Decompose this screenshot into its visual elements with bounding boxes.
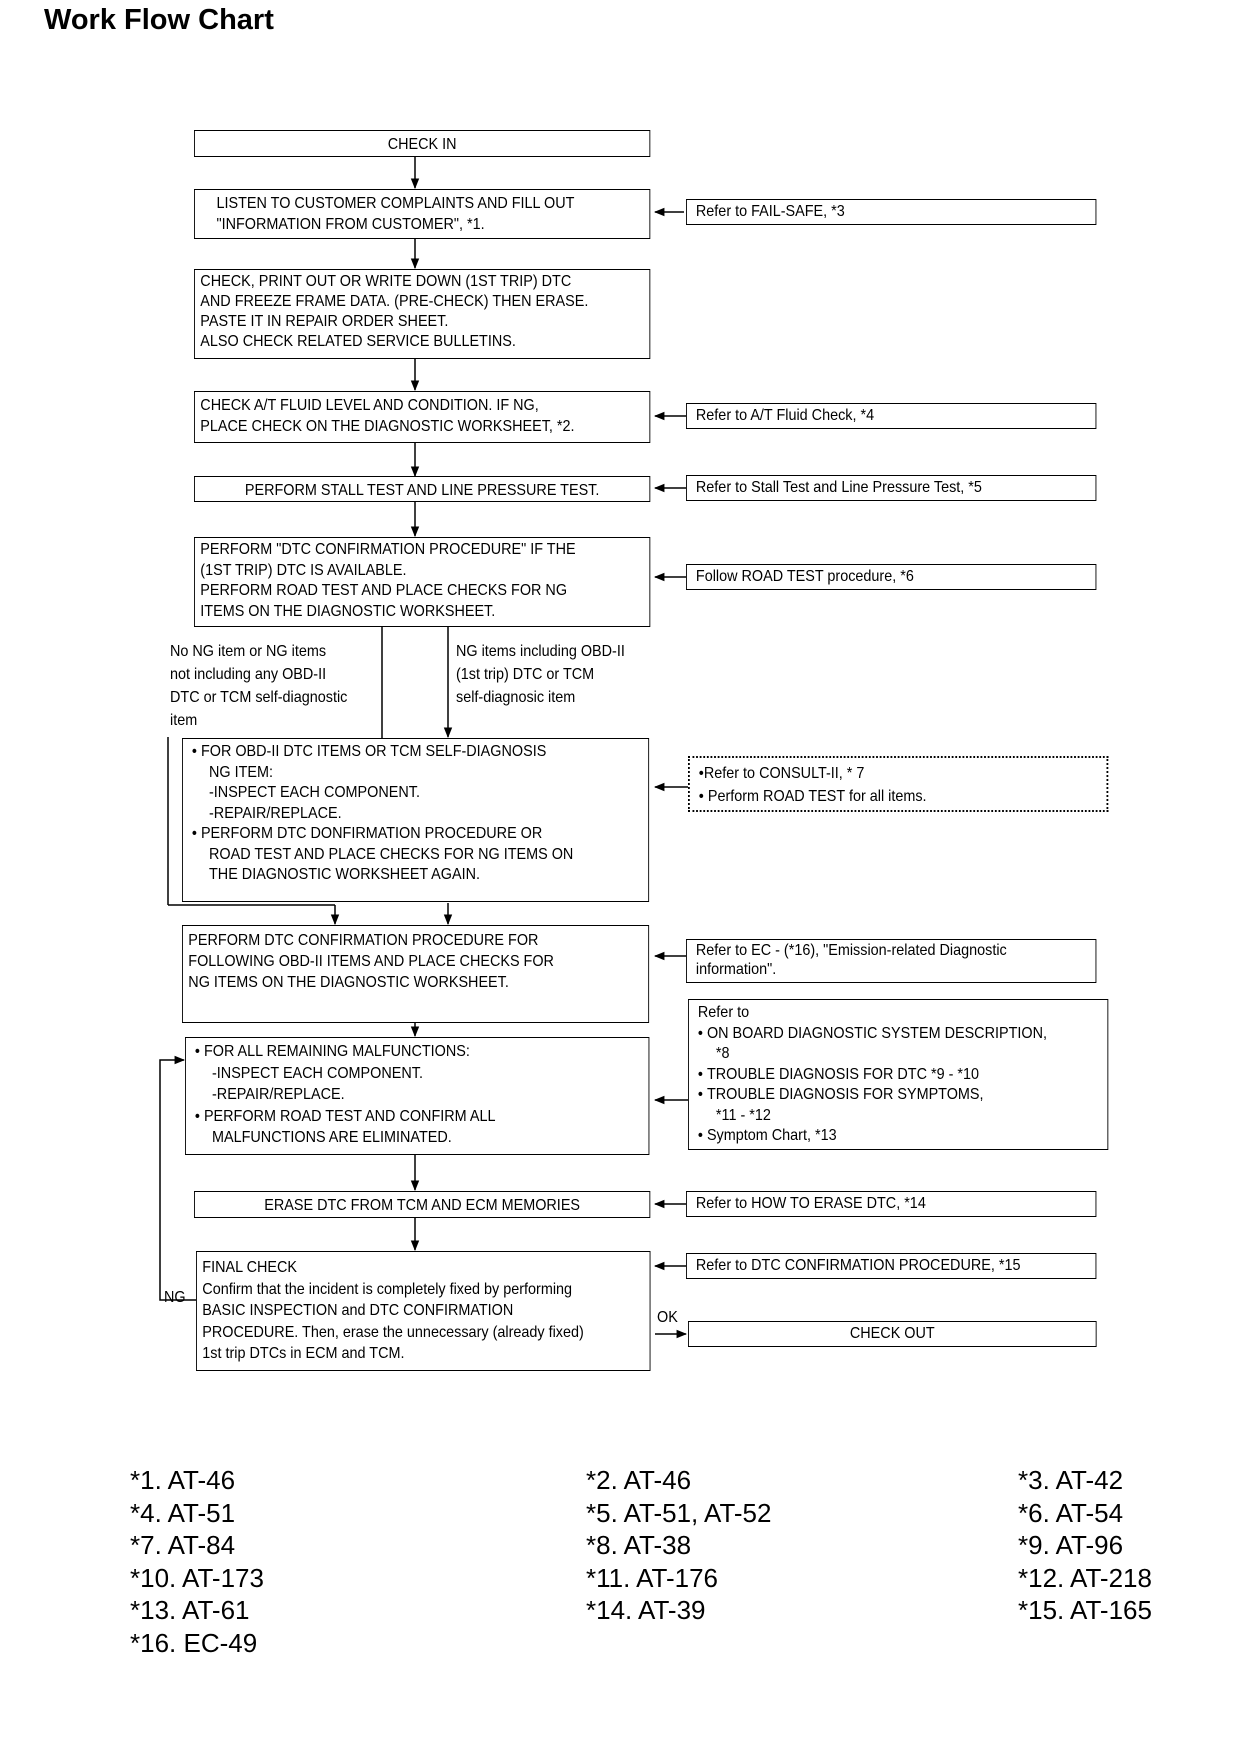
footnote-4: *4. AT-51 xyxy=(130,1497,236,1528)
node-listen-customer: LISTEN TO CUSTOMER COMPLAINTS AND FILL OUT "INFORMATION FROM CUSTOMER", *1. xyxy=(194,189,650,239)
node-check-in: CHECK IN xyxy=(194,130,650,157)
branch-label-no-ng: No NG item or NG items not including any OBD-II DTC or TCM self-diagnostic item xyxy=(170,643,348,729)
page-title: Work Flow Chart xyxy=(44,4,274,36)
ref-fluid-check: Refer to A/T Fluid Check, *4 xyxy=(686,403,1096,429)
ref-diagnostic-list: Refer to • ON BOARD DIAGNOSTIC SYSTEM DESCRIPTION, *8 • TROUBLE DIAGNOSIS FOR DTC *9 - *10 • TROUBLE DIAGNOSIS FOR SYMPTOMS, *11 - *12 • Symptom Chart, *13 xyxy=(688,999,1108,1150)
footnotes-col-1 xyxy=(130,1464,264,1659)
ng-label: NG xyxy=(164,1289,186,1306)
ref-final-check: Refer to DTC CONFIRMATION PROCEDURE, *15 xyxy=(686,1253,1096,1279)
ref-fail-safe: Refer to FAIL-SAFE, *3 xyxy=(686,199,1096,225)
ref-consult: •Refer to CONSULT-II, * 7 • Perform ROAD TEST for all items. xyxy=(688,756,1108,812)
footnote-3: *3. AT-42 xyxy=(1018,1465,1124,1495)
footnote-11: *11. AT-176 xyxy=(586,1562,719,1593)
ref-road-test: Follow ROAD TEST procedure, *6 xyxy=(686,564,1096,590)
footnote-10: *10. AT-173 xyxy=(130,1562,264,1593)
ok-label: OK xyxy=(657,1309,678,1326)
footnote-2: *2. AT-46 xyxy=(586,1465,692,1495)
footnote-6: *6. AT-54 xyxy=(1018,1497,1124,1528)
node-remaining-malfunctions: • FOR ALL REMAINING MALFUNCTIONS: -INSPECT EACH COMPONENT. -REPAIR/REPLACE. • PERFORM ROAD TEST AND CONFIRM ALL MALFUNCTIONS ARE ELIMINATED. xyxy=(185,1037,649,1155)
footnote-15: *15. AT-165 xyxy=(1018,1595,1152,1625)
ref-ec: Refer to EC - (*16), "Emission-related Diagnostic information". xyxy=(686,939,1096,983)
footnote-1: *1. AT-46 xyxy=(130,1465,236,1495)
footnote-5: *5. AT-51, AT-52 xyxy=(586,1497,772,1528)
node-check-out: CHECK OUT xyxy=(688,1321,1097,1347)
footnote-7: *7. AT-84 xyxy=(130,1530,236,1560)
footnotes-col-2 xyxy=(586,1464,771,1627)
footnote-16: *16. EC-49 xyxy=(130,1627,258,1658)
node-fluid-check: CHECK A/T FLUID LEVEL AND CONDITION. IF NG, PLACE CHECK ON THE DIAGNOSTIC WORKSHEET, *2. xyxy=(194,391,650,443)
node-erase-dtc: ERASE DTC FROM TCM AND ECM MEMORIES xyxy=(194,1191,650,1218)
node-final-check: FINAL CHECK Confirm that the incident is completely fixed by performing BASIC INSPECTION and DTC CONFIRMATION PROCEDURE. Then, erase the unnecessary (already fixed) 1st trip DTCs in ECM and TCM. xyxy=(196,1251,651,1371)
footnote-12: *12. AT-218 xyxy=(1018,1562,1152,1593)
ref-stall-test: Refer to Stall Test and Line Pressure Test, *5 xyxy=(686,475,1096,501)
node-print-dtc: CHECK, PRINT OUT OR WRITE DOWN (1ST TRIP) DTC AND FREEZE FRAME DATA. (PRE-CHECK) THEN ERASE. PASTE IT IN REPAIR ORDER SHEET. ALSO CHECK RELATED SERVICE BULLETINS. xyxy=(194,269,650,359)
node-stall-test: PERFORM STALL TEST AND LINE PRESSURE TEST. xyxy=(194,476,650,502)
footnote-9: *9. AT-96 xyxy=(1018,1530,1124,1560)
node-dtc-confirmation: PERFORM "DTC CONFIRMATION PROCEDURE" IF THE (1ST TRIP) DTC IS AVAILABLE. PERFORM ROAD TEST AND PLACE CHECKS FOR NG ITEMS ON THE DIAGNOSTIC WORKSHEET. xyxy=(194,537,650,627)
ref-erase-dtc: Refer to HOW TO ERASE DTC, *14 xyxy=(686,1191,1096,1217)
branch-label-ng: NG items including OBD-II (1st trip) DTC or TCM self-diagnosic item xyxy=(456,643,625,706)
footnote-8: *8. AT-38 xyxy=(586,1530,692,1560)
footnotes-col-3 xyxy=(1018,1464,1152,1627)
footnote-13: *13. AT-61 xyxy=(130,1595,250,1625)
node-obd-items: • FOR OBD-II DTC ITEMS OR TCM SELF-DIAGNOSIS NG ITEM: -INSPECT EACH COMPONENT. -REPAIR/REPLACE. • PERFORM DTC DONFIRMATION PROCEDURE OR ROAD TEST AND PLACE CHECKS FOR NG ITEMS ON THE DIAGNOSTIC WORKSHEET AGAIN. xyxy=(182,738,649,902)
footnote-14: *14. AT-39 xyxy=(586,1595,706,1625)
node-dtc-following: PERFORM DTC CONFIRMATION PROCEDURE FOR FOLLOWING OBD-II ITEMS AND PLACE CHECKS FOR NG ITEMS ON THE DIAGNOSTIC WORKSHEET. xyxy=(182,925,649,1023)
